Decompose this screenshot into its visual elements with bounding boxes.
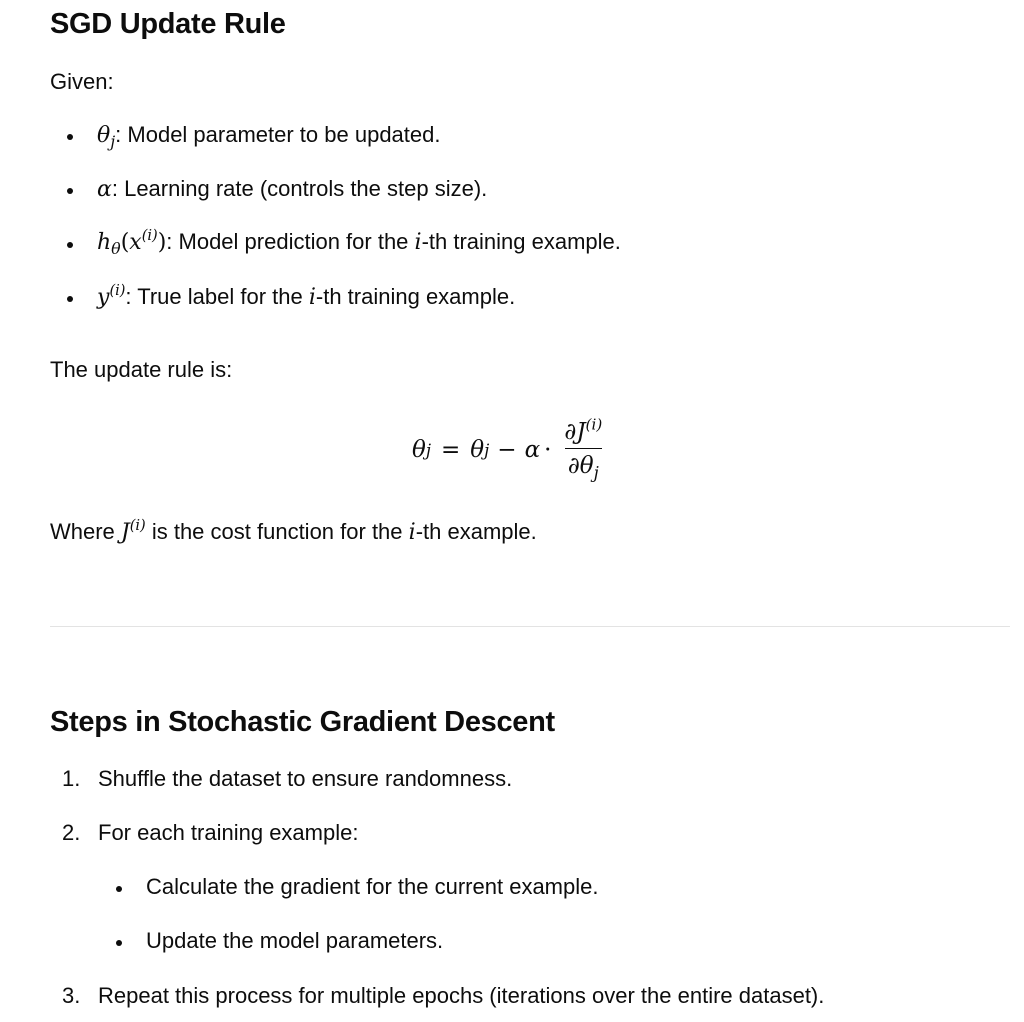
section-title-sgd-steps: Steps in Stochastic Gradient Descent <box>50 706 555 738</box>
h-symbol: h <box>97 230 112 255</box>
i-symbol: i <box>308 285 316 310</box>
cost-function-note <box>50 519 537 545</box>
eq-cdot: · <box>544 437 552 463</box>
section-title-sgd-update-rule: SGD Update Rule <box>50 8 286 40</box>
label-text-end: -th training example. <box>315 284 516 309</box>
step-text: Shuffle the dataset to ensure randomness. <box>98 766 513 791</box>
eq-lhs-theta: θ <box>412 437 426 463</box>
where-end-text: -th example. <box>415 519 537 544</box>
where-mid-text: is the cost function for the <box>145 519 409 544</box>
bullet-dot <box>67 296 73 302</box>
step-number: 2. <box>62 820 81 845</box>
substep-text: Update the model parameters. <box>146 928 444 953</box>
substep-text: Calculate the gradient for the current example. <box>146 874 599 899</box>
eq-equals: = <box>441 437 461 463</box>
bullet-dot <box>67 134 73 140</box>
eq-denominator-sub: j <box>593 463 599 483</box>
paren-open: ( <box>120 230 130 255</box>
eq-alpha: α <box>524 437 541 463</box>
step-number: 1. <box>62 766 81 791</box>
alpha-description: : Learning rate (controls the step size). <box>111 176 488 201</box>
step-text: Repeat this process for multiple epochs (iterations over the entire dataset). <box>98 983 825 1008</box>
y-symbol: y <box>97 285 110 310</box>
eq-minus: − <box>497 437 517 463</box>
list-item-theta <box>97 122 441 151</box>
eq-numerator-text: ∂J <box>564 418 586 445</box>
eq-rhs-theta: θ <box>470 437 485 463</box>
eq-numerator-sup: (i) <box>585 415 603 434</box>
list-item-prediction <box>97 229 621 258</box>
eq-numerator <box>561 415 605 448</box>
x-symbol: x <box>129 230 142 255</box>
where-text: Where <box>50 519 121 544</box>
x-superscript: (i) <box>141 228 158 244</box>
alpha-symbol: α <box>97 177 112 202</box>
update-rule-equation <box>412 410 605 490</box>
given-label: Given: <box>50 69 114 94</box>
prediction-text-end: -th training example. <box>421 229 621 254</box>
eq-denominator-text: ∂θ <box>567 452 594 479</box>
step-text: For each training example: <box>98 820 359 845</box>
i-symbol: i <box>408 520 416 545</box>
j-symbol: J <box>120 520 130 545</box>
j-superscript: (i) <box>129 518 146 534</box>
bullet-dot <box>67 188 73 194</box>
theta-symbol: θ <box>97 123 111 148</box>
list-item-alpha <box>97 176 487 202</box>
bullet-dot <box>116 886 122 892</box>
list-item-label <box>97 284 515 310</box>
prediction-text: : Model prediction for the <box>166 229 415 254</box>
label-text: : True label for the <box>125 284 309 309</box>
paren-close: ) <box>157 230 167 255</box>
step-number: 3. <box>62 983 81 1008</box>
y-superscript: (i) <box>109 283 126 299</box>
h-subscript: θ <box>111 239 121 259</box>
bullet-dot <box>67 242 73 248</box>
eq-lhs-subscript: j <box>425 440 431 460</box>
eq-fraction <box>561 415 605 483</box>
eq-rhs-subscript: j <box>484 440 490 460</box>
theta-description: : Model parameter to be updated. <box>115 122 441 147</box>
section-divider <box>50 626 1010 627</box>
theta-subscript: j <box>110 132 116 152</box>
update-rule-intro: The update rule is: <box>50 357 233 382</box>
bullet-dot <box>116 940 122 946</box>
eq-denominator <box>565 448 602 482</box>
i-symbol: i <box>414 230 422 255</box>
